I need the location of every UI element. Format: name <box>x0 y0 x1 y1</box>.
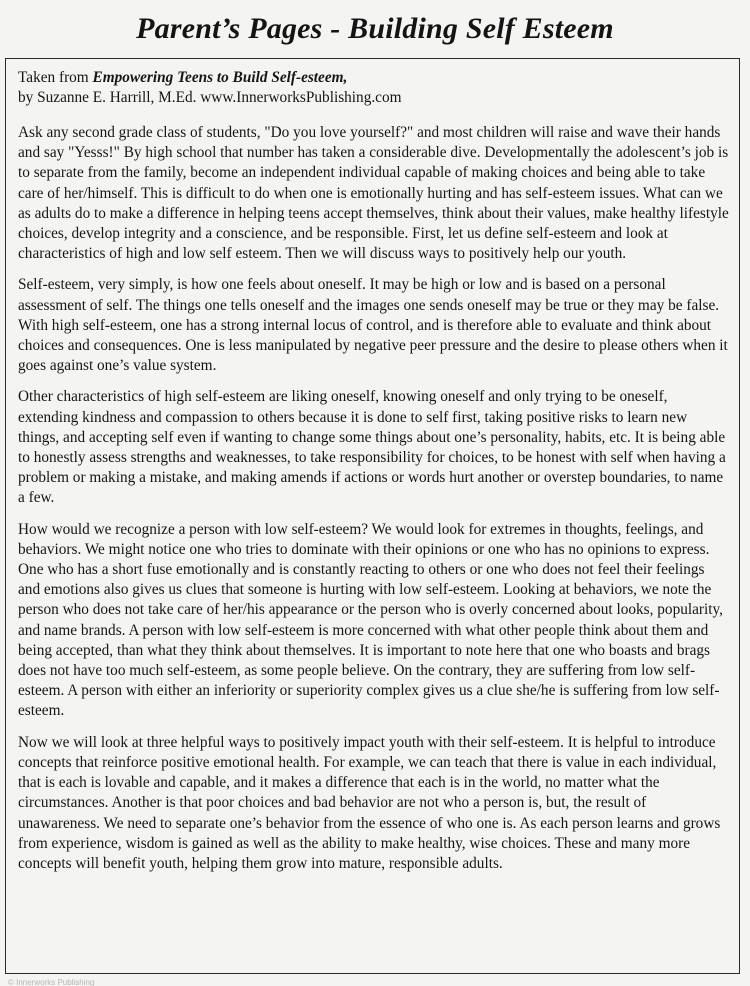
paragraph-high-self-esteem: Other characteristics of high self-esteem are liking oneself, knowing oneself and only trying to be oneself, extending kindness and compassion to others because it is done to self first, taking positive risks to learn new things, and accepting self even if wanting to change some things about one’s personality, habits, etc. It is being able to honestly assess strengths and weaknesses, to take responsibility for choices, to be honest with self when having a problem or making a mistake, and making amends if actions or words hurt another or overstep boundaries, to name a few. <box>18 388 726 507</box>
page-title: Parent’s Pages - Building Self Esteem <box>136 12 614 45</box>
source-citation <box>18 68 729 108</box>
paragraph-intro: Ask any second grade class of students, "Do you love yourself?" and most children will raise and wave their hands and say "Yesss!" By high school that number has taken a considerable dive. Developmentally the adolescent’s job is to separate from the family, become an independent individual capable of making choices and being able to take care of her/himself. This is difficult to do when one is emotionally hurting and has self-esteem issues. What can we as adults do to make a difference in helping teens accept themselves, think about their values, make healthy lifestyle choices, develop integrity and a conscience, and be responsible. First, let us define self-esteem and look at characteristics of high and low self esteem. Then we will discuss ways to positively help our youth. <box>18 124 729 263</box>
paragraph-low-self-esteem: How would we recognize a person with low self-esteem? We would look for extremes in thoughts, feelings, and behaviors. We might notice one who tries to dominate with their opinions or one who has no opinions to express. One who has a short fuse emotionally and is constantly reacting to others or one who does not feel their feelings and emotions also gives us clues that someone is hurting with low self-esteem. Looking at behaviors, we note the person who does not take care of her/his appearance or the person who is overly concerned about looks, popularity, and name brands. A person with low self-esteem is more concerned with what other people think about them and being accepted, than what they think about themselves. It is important to note here that one who boasts and brags does not have too much self-esteem, as some people believe. On the contrary, they are suffering from low self-esteem. A person with either an inferiority or superiority complex gives us a clue she/he is suffering from low self-esteem. <box>18 520 723 720</box>
source-line <box>18 68 729 88</box>
article-box <box>5 58 740 974</box>
paragraph-helpful-ways: Now we will look at three helpful ways to positively impact youth with their self-esteem. It is helpful to introduce concepts that reinforce positive emotional health. For example, we can teach that there is value in each individual, that is each is lovable and capable, and it makes a difference that each is in the world, no matter what the circumstances. Another is that poor choices and bad behavior are not who a person is, but, the result of unawareness. We need to separate one’s behavior from the essence of who one is. As each person learns and grows from experience, wisdom is gained as well as the ability to make healthy, wise choices. These and many more concepts will benefit youth, helping them grow into mature, responsible adults. <box>18 733 721 872</box>
paragraph-definition: Self-esteem, very simply, is how one feels about oneself. It may be high or low and is based on a personal assessment of self. The things one tells oneself and the images one sends oneself may be true or they may be false. With high self-esteem, one has a strong internal locus of control, and is therefore able to evaluate and think about choices and consequences. One is less manipulated by negative peer pressure and the desire to please others when it goes against one’s value system. <box>18 276 728 375</box>
footer-fragment: © Innerworks Publishing <box>8 979 95 986</box>
source-prefix: Taken from <box>18 69 93 86</box>
book-title: Empowering Teens to Build Self-esteem, <box>92 69 348 86</box>
author-byline: by Suzanne E. Harrill, M.Ed. www.InnerworksPublishing.com <box>18 89 402 106</box>
